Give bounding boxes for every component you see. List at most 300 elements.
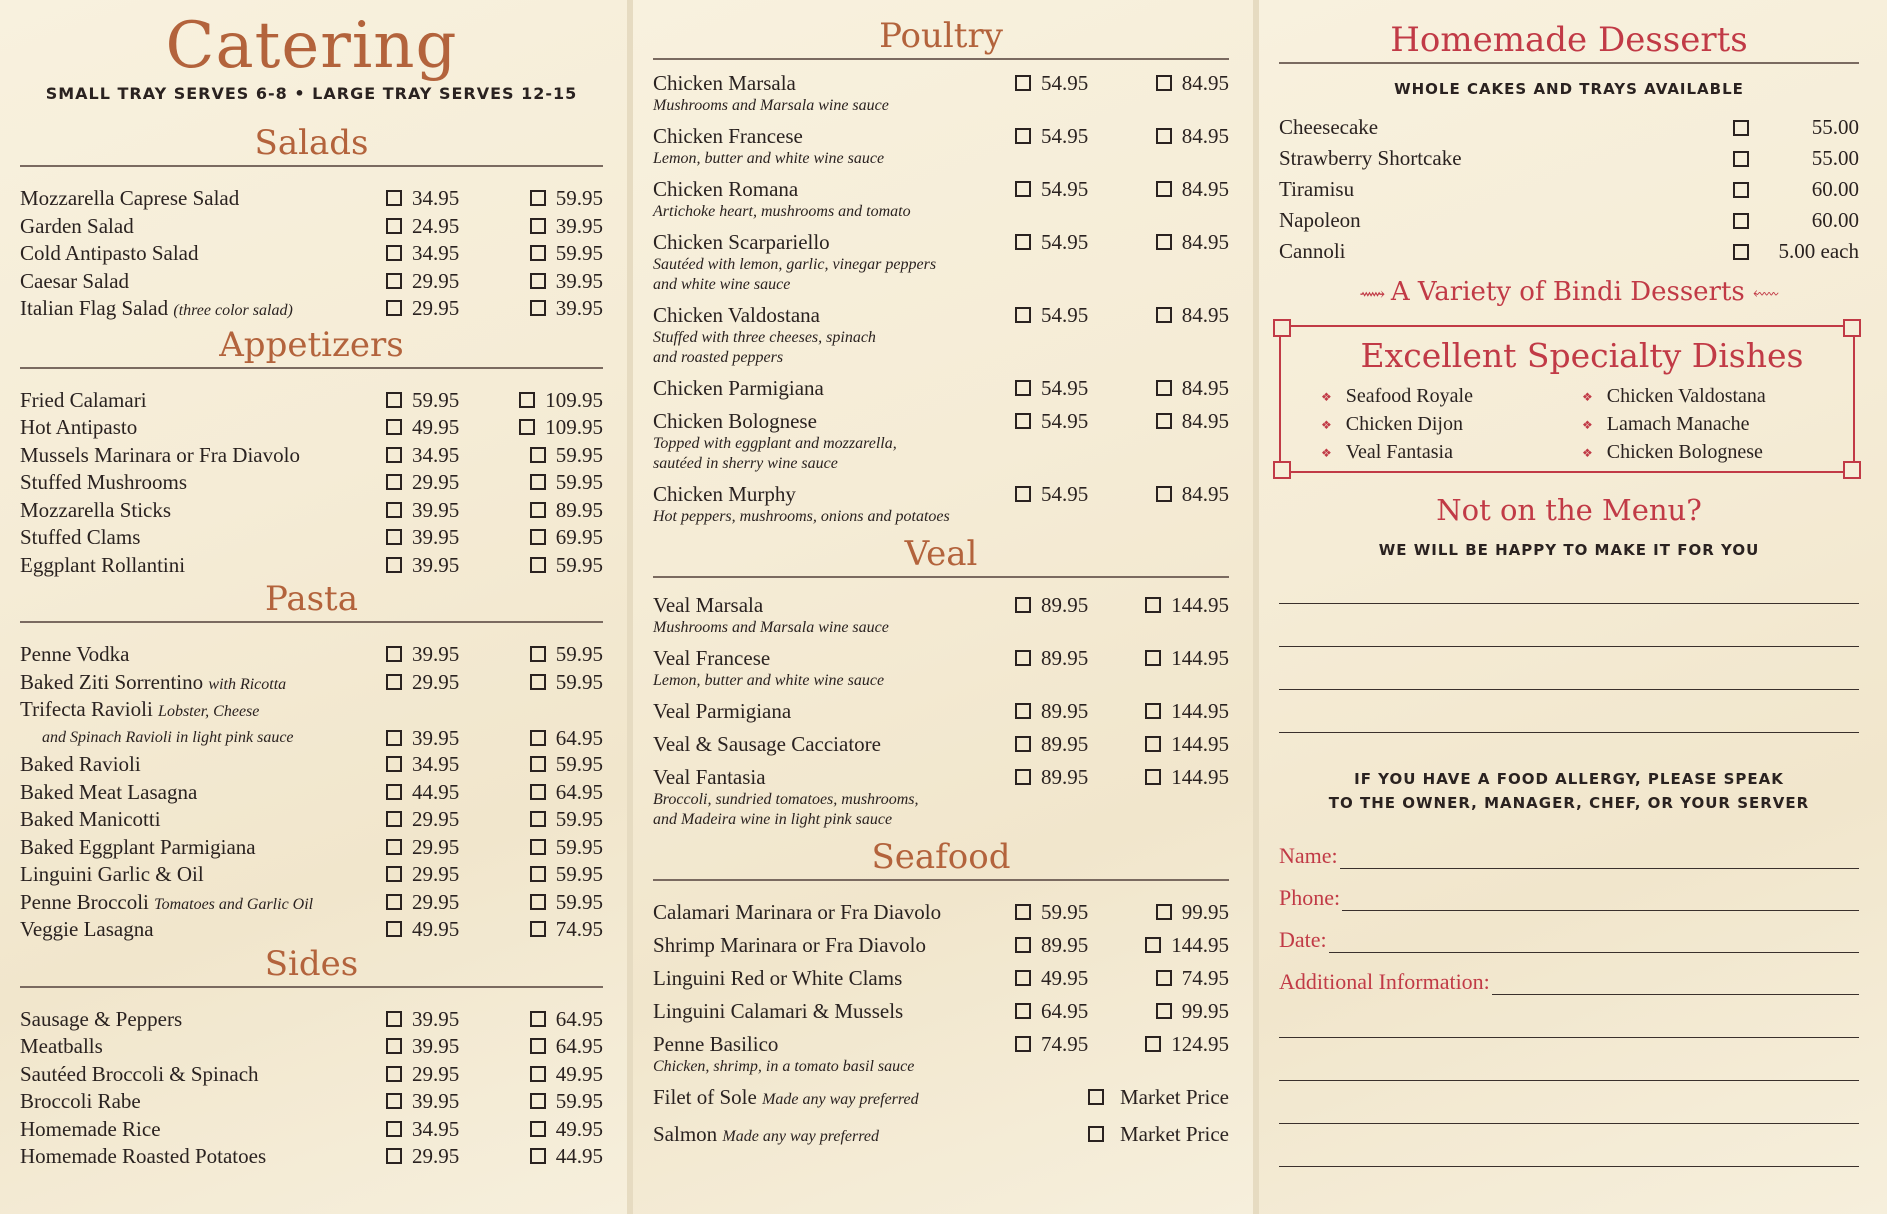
menu-item	[20, 669, 603, 697]
large-tray-checkbox[interactable]	[530, 921, 546, 937]
info-extra-line[interactable]	[1279, 1038, 1859, 1081]
small-tray-checkbox[interactable]	[386, 811, 402, 827]
large-tray-checkbox[interactable]	[519, 392, 535, 408]
pasta-heading: Pasta	[20, 579, 603, 623]
phone-line[interactable]	[1342, 886, 1859, 911]
small-tray-checkbox[interactable]	[1015, 736, 1031, 752]
item-name: Veal Parmigiana	[653, 699, 792, 723]
small-tray-checkbox[interactable]	[1015, 307, 1031, 323]
dessert-name: Cannoli	[1279, 239, 1346, 263]
menu-item	[20, 1061, 603, 1089]
item-title	[653, 998, 1015, 1024]
item-name-block	[20, 669, 386, 698]
large-tray-checkbox[interactable]	[530, 1066, 546, 1082]
appetizers-heading: Appetizers	[20, 325, 603, 369]
price-value: 39.95	[412, 1089, 460, 1113]
item-name: Baked Manicotti	[20, 807, 161, 831]
small-tray-price	[386, 669, 511, 695]
large-tray-checkbox[interactable]	[530, 190, 546, 206]
flourish-right-icon: ⬳	[1753, 284, 1779, 305]
item-title	[20, 1006, 386, 1032]
small-tray-checkbox[interactable]	[1015, 769, 1031, 785]
small-tray-price	[1015, 764, 1137, 790]
market-price	[1069, 1084, 1229, 1110]
name-field[interactable]	[1279, 827, 1859, 869]
specialty-dish	[1582, 439, 1843, 467]
item-name: Chicken Parmigiana	[653, 376, 824, 400]
small-tray-price	[1015, 70, 1137, 96]
diamond-bullet-icon: ❖	[1321, 389, 1332, 404]
catering-panel	[0, 0, 627, 1214]
price-value: 59.95	[555, 834, 603, 859]
menu-item	[20, 834, 603, 862]
small-tray-checkbox[interactable]	[386, 529, 402, 545]
large-tray-checkbox[interactable]	[530, 1011, 546, 1027]
dessert-checkbox[interactable]	[1733, 244, 1749, 260]
small-tray-checkbox[interactable]	[1015, 937, 1031, 953]
small-tray-checkbox[interactable]	[386, 557, 402, 573]
large-tray-checkbox[interactable]	[1145, 937, 1161, 953]
item-title	[653, 1121, 1069, 1150]
item-name: Veal Marsala	[653, 593, 764, 617]
small-tray-checkbox[interactable]	[1015, 234, 1031, 250]
item-name-block	[20, 1033, 386, 1059]
item-name-block	[653, 70, 1015, 116]
small-tray-price	[386, 641, 511, 667]
menu-item	[20, 387, 603, 415]
item-name-block	[653, 592, 1015, 638]
info-line[interactable]	[1492, 970, 1859, 995]
large-tray-checkbox[interactable]	[1145, 1036, 1161, 1052]
small-tray-checkbox[interactable]	[386, 419, 402, 435]
small-tray-price	[386, 1033, 511, 1059]
dessert-checkbox[interactable]	[1733, 213, 1749, 229]
price-value: 59.95	[555, 552, 603, 577]
large-tray-checkbox[interactable]	[1156, 181, 1172, 197]
large-tray-checkbox[interactable]	[530, 1093, 546, 1109]
menu-item	[20, 889, 603, 917]
item-title	[20, 751, 386, 777]
info-extra-line[interactable]	[1279, 1081, 1859, 1124]
large-tray-price	[511, 213, 603, 239]
large-tray-checkbox[interactable]	[530, 811, 546, 827]
small-tray-checkbox[interactable]	[386, 1066, 402, 1082]
item-name-block	[653, 481, 1015, 527]
item-name-block	[20, 861, 386, 887]
small-tray-checkbox[interactable]	[1015, 128, 1031, 144]
price-value: 64.95	[555, 1034, 603, 1058]
large-tray-checkbox[interactable]	[1156, 413, 1172, 429]
item-name-block	[20, 751, 386, 777]
small-tray-checkbox[interactable]	[1015, 486, 1031, 502]
menu-item	[653, 965, 1229, 991]
large-tray-price	[511, 185, 603, 211]
item-name: Fried Calamari	[20, 387, 147, 412]
item-title	[653, 592, 1015, 618]
specialty-dish-name: Veal Fantasia	[1345, 440, 1453, 463]
price-value: 84.95	[1181, 482, 1229, 506]
small-tray-checkbox[interactable]	[386, 502, 402, 518]
large-tray-checkbox[interactable]	[530, 529, 546, 545]
small-tray-checkbox[interactable]	[1015, 597, 1031, 613]
small-tray-price	[386, 751, 511, 777]
price-value: 59.95	[555, 241, 603, 265]
item-name: Shrimp Marinara or Fra Diavolo	[653, 933, 926, 957]
item-title	[653, 408, 1015, 434]
small-tray-checkbox[interactable]	[386, 866, 402, 882]
item-name-block	[20, 442, 386, 468]
corner-ornament-icon	[1843, 319, 1861, 337]
specialty-dish	[1582, 411, 1843, 439]
item-name: Cold Antipasto Salad	[20, 241, 199, 265]
desserts-heading: Homemade Desserts	[1279, 20, 1859, 64]
item-name-block	[653, 1031, 1015, 1077]
salads-heading: Salads	[20, 123, 603, 167]
diamond-bullet-icon: ❖	[1582, 445, 1593, 460]
dessert-item	[1279, 112, 1859, 143]
large-tray-checkbox[interactable]	[530, 730, 546, 746]
price-value: 34.95	[412, 186, 460, 210]
item-name-block	[653, 375, 1015, 401]
large-tray-checkbox[interactable]	[530, 273, 546, 289]
specialty-dish	[1321, 439, 1582, 467]
request-line[interactable]	[1279, 690, 1859, 733]
request-line[interactable]	[1279, 604, 1859, 647]
small-tray-checkbox[interactable]	[386, 474, 402, 490]
small-tray-checkbox[interactable]	[386, 300, 402, 316]
item-name: Chicken Scarpariello	[653, 230, 830, 254]
desserts-panel	[1259, 0, 1887, 1214]
small-tray-price	[386, 806, 511, 832]
small-tray-checkbox[interactable]	[386, 894, 402, 910]
small-tray-checkbox[interactable]	[386, 1011, 402, 1027]
large-tray-checkbox[interactable]	[1156, 904, 1172, 920]
small-tray-checkbox[interactable]	[386, 190, 402, 206]
item-title	[20, 1116, 386, 1142]
large-tray-price	[511, 552, 603, 578]
item-name-block	[20, 524, 386, 550]
item-description-2: and white wine sauce	[653, 276, 791, 293]
small-tray-price	[1015, 302, 1137, 328]
small-tray-price	[386, 1061, 511, 1087]
price-value: 144.95	[1171, 593, 1229, 617]
large-tray-price	[1137, 481, 1229, 507]
item-title	[653, 70, 1015, 96]
item-title	[20, 1088, 386, 1114]
item-name-block	[20, 889, 386, 918]
item-name-block	[20, 497, 386, 523]
item-title	[20, 1143, 386, 1169]
large-tray-checkbox[interactable]	[1145, 703, 1161, 719]
item-name: Italian Flag Salad	[20, 296, 169, 320]
large-tray-checkbox[interactable]	[530, 674, 546, 690]
large-tray-checkbox[interactable]	[530, 218, 546, 234]
item-description: Artichoke heart, mushrooms and tomato	[653, 203, 911, 220]
request-line[interactable]	[1279, 561, 1859, 604]
info-field[interactable]	[1279, 953, 1859, 995]
large-tray-price	[511, 725, 603, 751]
dessert-price: 60.00	[1811, 208, 1859, 232]
large-tray-price	[511, 751, 603, 777]
price-value: 74.95	[555, 917, 603, 941]
small-tray-price	[386, 552, 511, 578]
sides-list	[20, 1006, 603, 1171]
large-tray-checkbox[interactable]	[530, 784, 546, 800]
large-tray-price	[1137, 375, 1229, 401]
small-tray-checkbox[interactable]	[1015, 1036, 1031, 1052]
item-title	[653, 1031, 1015, 1057]
item-title	[20, 552, 386, 578]
dessert-checkbox[interactable]	[1733, 120, 1749, 136]
small-tray-checkbox[interactable]	[386, 730, 402, 746]
specialty-dish-name: Seafood Royale	[1345, 385, 1473, 407]
large-tray-checkbox[interactable]	[1156, 970, 1172, 986]
item-name: Veal & Sausage Cacciatore	[653, 732, 881, 756]
small-tray-checkbox[interactable]	[386, 646, 402, 662]
item-name: Trifecta Ravioli	[20, 697, 153, 721]
small-tray-price	[386, 916, 511, 942]
large-tray-checkbox[interactable]	[1156, 128, 1172, 144]
price-value: 144.95	[1171, 765, 1229, 789]
dessert-checkbox[interactable]	[1733, 151, 1749, 167]
large-tray-checkbox[interactable]	[530, 839, 546, 855]
large-tray-checkbox[interactable]	[530, 245, 546, 261]
small-tray-checkbox[interactable]	[386, 784, 402, 800]
menu-item	[20, 442, 603, 470]
price-value: 84.95	[1181, 409, 1229, 433]
price-value: 144.95	[1171, 699, 1229, 723]
menu-item	[20, 185, 603, 213]
item-name: Stuffed Mushrooms	[20, 470, 188, 494]
large-tray-checkbox[interactable]	[530, 447, 546, 463]
item-name: Hot Antipasto	[20, 415, 138, 439]
large-tray-checkbox[interactable]	[1156, 234, 1172, 250]
item-name: Chicken Romana	[653, 177, 799, 201]
corner-ornament-icon	[1273, 319, 1291, 337]
menu-item	[653, 698, 1229, 724]
price-value: 29.95	[412, 296, 460, 320]
large-tray-checkbox[interactable]	[530, 756, 546, 772]
item-name: Chicken Murphy	[653, 482, 796, 506]
small-tray-checkbox[interactable]	[386, 1038, 402, 1054]
price-value: 84.95	[1181, 230, 1229, 254]
large-tray-price	[511, 414, 603, 440]
large-tray-checkbox[interactable]	[530, 1038, 546, 1054]
price-value: 54.95	[1041, 230, 1089, 254]
small-tray-checkbox[interactable]	[1015, 380, 1031, 396]
large-tray-price	[1137, 1031, 1229, 1057]
price-value: 44.95	[555, 1144, 603, 1168]
small-tray-checkbox[interactable]	[1015, 75, 1031, 91]
desserts-note: WHOLE CAKES AND TRAYS AVAILABLE	[1394, 80, 1744, 98]
item-title	[20, 185, 386, 211]
small-tray-checkbox[interactable]	[386, 273, 402, 289]
small-tray-checkbox[interactable]	[1015, 650, 1031, 666]
menu-item	[653, 302, 1229, 368]
price-value: 59.95	[555, 862, 603, 886]
small-tray-checkbox[interactable]	[386, 245, 402, 261]
large-tray-checkbox[interactable]	[1156, 380, 1172, 396]
large-tray-price	[1137, 229, 1229, 255]
large-tray-checkbox[interactable]	[1145, 769, 1161, 785]
small-tray-checkbox[interactable]	[386, 218, 402, 234]
allergy-notice	[1279, 767, 1859, 815]
large-tray-checkbox[interactable]	[530, 894, 546, 910]
price-value: 144.95	[1171, 646, 1229, 670]
item-name: Linguini Red or White Clams	[653, 966, 903, 990]
small-tray-checkbox[interactable]	[1015, 904, 1031, 920]
price-value: 99.95	[1181, 900, 1229, 924]
small-tray-checkbox[interactable]	[1015, 970, 1031, 986]
info-extra-line[interactable]	[1279, 995, 1859, 1038]
large-tray-checkbox[interactable]	[530, 300, 546, 316]
diamond-bullet-icon: ❖	[1582, 389, 1593, 404]
large-tray-price	[1137, 698, 1229, 724]
small-tray-price	[1015, 375, 1137, 401]
item-note: Lobster, Cheese	[158, 703, 260, 720]
small-tray-price	[386, 268, 511, 294]
large-tray-checkbox[interactable]	[1145, 736, 1161, 752]
price-value: 89.95	[1041, 593, 1089, 617]
small-tray-price	[1015, 645, 1137, 671]
menu-item	[653, 1031, 1229, 1077]
item-name-block	[20, 1061, 386, 1087]
menu-item	[653, 123, 1229, 169]
item-name-block	[20, 806, 386, 832]
price-value: 124.95	[1171, 1032, 1229, 1056]
large-tray-checkbox[interactable]	[1156, 1003, 1172, 1019]
item-name: Baked Ravioli	[20, 752, 141, 776]
market-price-checkbox[interactable]	[1088, 1126, 1104, 1142]
request-line[interactable]	[1279, 647, 1859, 690]
item-name-block	[20, 469, 386, 495]
large-tray-price	[511, 240, 603, 266]
dessert-item	[1279, 143, 1859, 174]
large-tray-checkbox[interactable]	[1156, 486, 1172, 502]
large-tray-checkbox[interactable]	[530, 502, 546, 518]
item-title	[653, 176, 1015, 202]
menu-item	[653, 375, 1229, 401]
large-tray-price	[511, 861, 603, 887]
price-value: 64.95	[555, 726, 603, 750]
small-tray-price	[1015, 1031, 1137, 1057]
small-tray-checkbox[interactable]	[1015, 413, 1031, 429]
large-tray-checkbox[interactable]	[530, 866, 546, 882]
item-name-block	[653, 698, 1015, 724]
small-tray-checkbox[interactable]	[386, 1148, 402, 1164]
price-value: 34.95	[412, 241, 460, 265]
market-price-checkbox[interactable]	[1088, 1089, 1104, 1105]
item-description: Lemon, butter and white wine sauce	[653, 672, 885, 689]
small-tray-checkbox[interactable]	[1015, 703, 1031, 719]
menu-item	[653, 481, 1229, 527]
market-price	[1069, 1121, 1229, 1147]
phone-field[interactable]	[1279, 869, 1859, 911]
item-name-block	[20, 1116, 386, 1142]
small-tray-checkbox[interactable]	[1015, 1003, 1031, 1019]
large-tray-checkbox[interactable]	[1156, 307, 1172, 323]
item-name-block	[653, 645, 1015, 691]
item-title	[20, 1033, 386, 1059]
large-tray-price	[1137, 408, 1229, 434]
price-value: 49.95	[412, 917, 460, 941]
price-value: 144.95	[1171, 933, 1229, 957]
small-tray-checkbox[interactable]	[386, 392, 402, 408]
small-tray-checkbox[interactable]	[386, 921, 402, 937]
small-tray-checkbox[interactable]	[386, 1121, 402, 1137]
price-value: 34.95	[412, 442, 460, 467]
item-name-block	[20, 552, 386, 578]
small-tray-price	[1015, 229, 1137, 255]
item-title	[20, 916, 386, 942]
sides-heading: Sides	[20, 944, 603, 988]
small-tray-checkbox[interactable]	[386, 447, 402, 463]
small-tray-price	[386, 295, 511, 321]
large-tray-checkbox[interactable]	[1145, 597, 1161, 613]
small-tray-checkbox[interactable]	[386, 839, 402, 855]
large-tray-checkbox[interactable]	[519, 419, 535, 435]
date-line[interactable]	[1329, 928, 1859, 953]
large-tray-price	[1137, 764, 1229, 790]
price-value: 89.95	[555, 497, 603, 522]
diamond-bullet-icon: ❖	[1582, 417, 1593, 432]
item-name: Chicken Valdostana	[653, 303, 820, 327]
large-tray-checkbox[interactable]	[1156, 75, 1172, 91]
item-name: Eggplant Rollantini	[20, 552, 186, 577]
item-title	[653, 123, 1015, 149]
specialty-dish-name: Chicken Dijon	[1345, 412, 1463, 435]
price-value: 39.95	[555, 296, 603, 320]
large-tray-checkbox[interactable]	[530, 1148, 546, 1164]
dessert-checkbox[interactable]	[1733, 182, 1749, 198]
menu-item	[20, 1033, 603, 1061]
date-field[interactable]	[1279, 911, 1859, 953]
info-extra-line[interactable]	[1279, 1124, 1859, 1167]
name-line[interactable]	[1340, 844, 1859, 869]
large-tray-checkbox[interactable]	[530, 474, 546, 490]
price-value: 49.95	[1041, 966, 1089, 990]
large-tray-checkbox[interactable]	[1145, 650, 1161, 666]
small-tray-checkbox[interactable]	[386, 674, 402, 690]
price-value: 29.95	[412, 889, 460, 914]
item-title	[653, 731, 1015, 757]
price-value: 54.95	[1041, 376, 1089, 400]
large-tray-price	[511, 1088, 603, 1114]
menu-item	[20, 469, 603, 497]
item-name-block	[653, 764, 1015, 830]
item-note: Made any way preferred	[762, 1091, 919, 1108]
salads-list	[20, 185, 603, 323]
dessert-price: 5.00 each	[1778, 239, 1859, 263]
poultry-heading: Poultry	[653, 16, 1229, 60]
price-value: 29.95	[412, 268, 460, 293]
make-it-note: WE WILL BE HAPPY TO MAKE IT FOR YOU	[1378, 541, 1760, 559]
large-tray-checkbox[interactable]	[530, 1121, 546, 1137]
large-tray-checkbox[interactable]	[530, 646, 546, 662]
item-name: Veal Fantasia	[653, 765, 766, 789]
price-value: 34.95	[412, 1116, 460, 1141]
price-value: 84.95	[1181, 177, 1229, 201]
large-tray-checkbox[interactable]	[530, 557, 546, 573]
large-tray-price	[511, 442, 603, 468]
small-tray-checkbox[interactable]	[386, 756, 402, 772]
small-tray-price	[386, 861, 511, 887]
small-tray-checkbox[interactable]	[386, 1093, 402, 1109]
small-tray-checkbox[interactable]	[1015, 181, 1031, 197]
item-note-2: and Spinach Ravioli in light pink sauce	[42, 729, 294, 746]
specialty-dish-name: Chicken Valdostana	[1606, 385, 1766, 407]
item-name-block	[653, 998, 1015, 1024]
